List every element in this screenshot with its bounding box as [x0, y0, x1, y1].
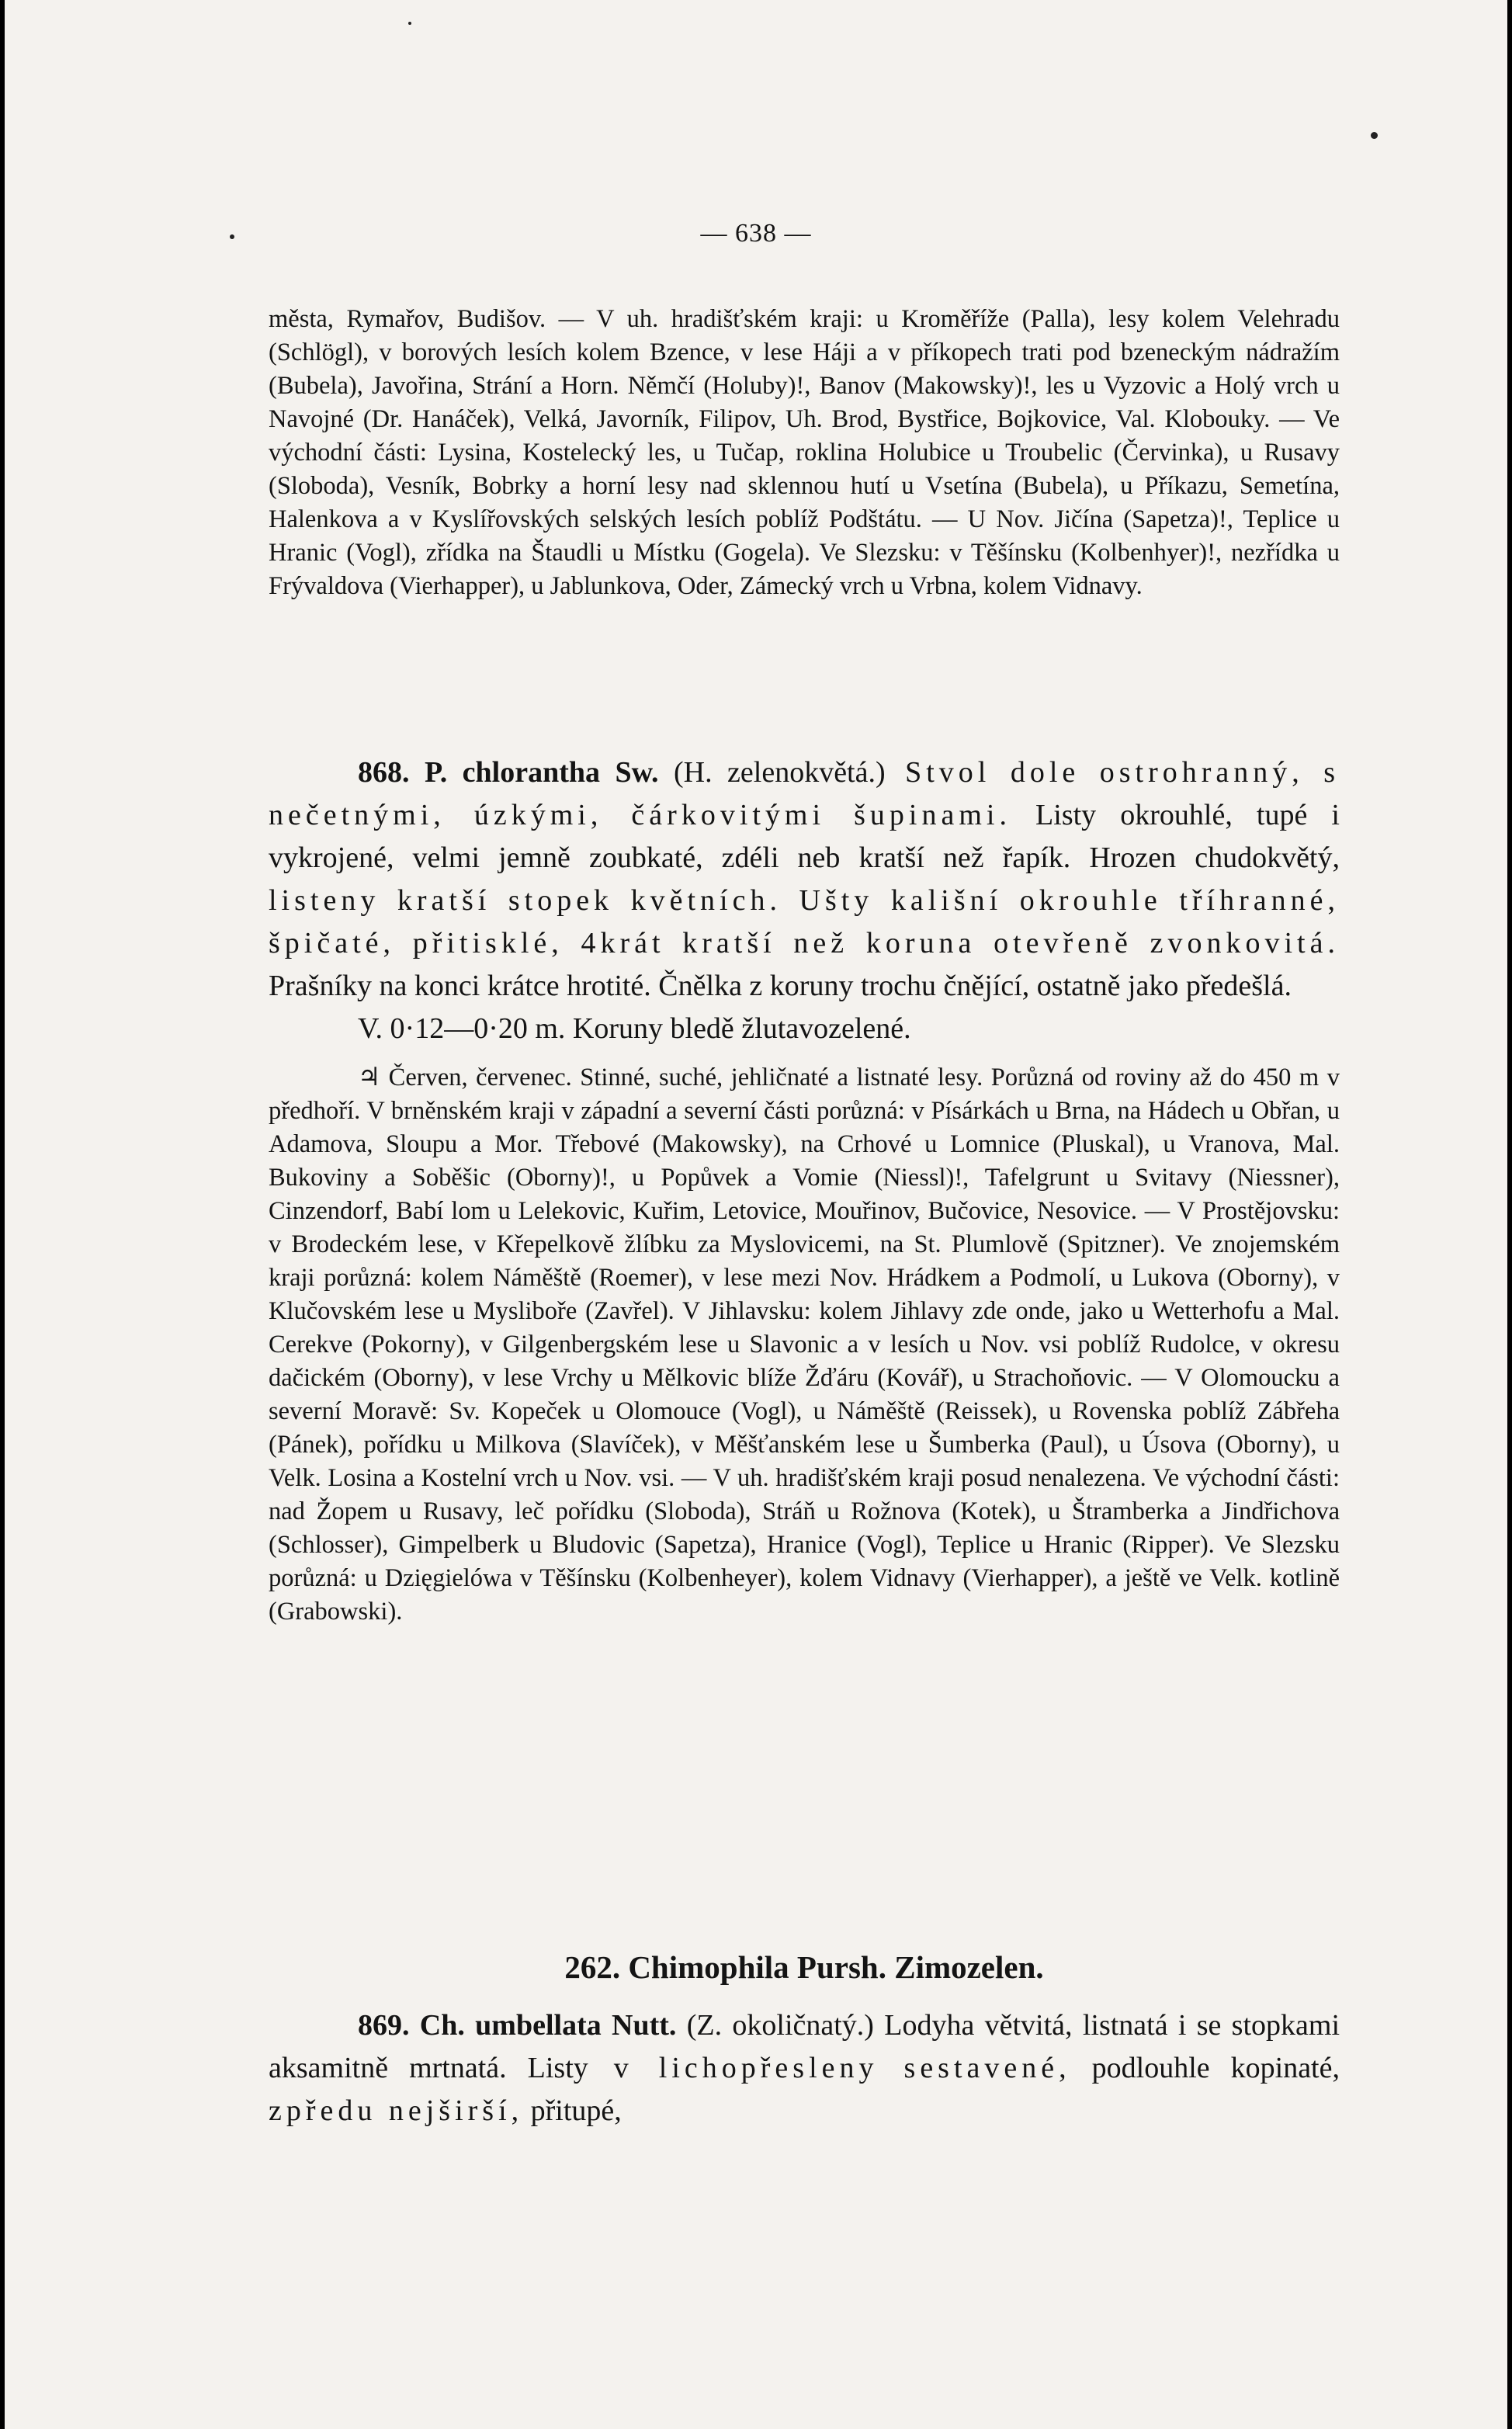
desc-part: Ušty kališní okrouhle tříhranné, špičaté, přitisklé, 4krát kratší než koruna otevřeně zvonkovitá.: [269, 884, 1340, 959]
desc-part: zpředu nejširší,: [269, 2094, 524, 2127]
desc-part: přitupé,: [523, 2094, 622, 2127]
species-868-size: V. 0·12—0·20 m. Koruny bledě žlutavozelené.: [358, 1012, 911, 1045]
species-number: 868.: [358, 756, 410, 789]
desc-part: v lichopřesleny sestavené,: [588, 2052, 1071, 2084]
page-number: — 638 —: [700, 219, 812, 248]
species-number: 869.: [358, 2009, 410, 2042]
desc-part: Prašníky na konci krátce hrotité. Čnělka z koruny trochu čnějící, ostatně jako předešlá.: [269, 970, 1292, 1002]
genus-heading: 262. Chimophila Pursh. Zimozelen.: [564, 1949, 1044, 1985]
species-868-entry: [269, 751, 1340, 1629]
species-name: P. chlorantha Sw.: [424, 756, 659, 789]
continuation-paragraph: města, Rymařov, Budišov. — V uh. hradišťském kraji: u Kroměříže (Palla), lesy kolem Velehradu (Schlögl), v borových lesích kolem Bzence, v lese Háji a v příkopech trati pod bzeneckým nádražím (Bubela), Javořina, Strání a Horn. Němčí (Holuby)!, Banov (Makowsky)!, les u Vyzovic a Holý vrch u Navojné (Dr. Hanáček), Velká, Javorník, Filipov, Uh. Brod, Bystřice, Bojkovice, Val. Klobouky. — Ve východní části: Lysina, Kostelecký les, u Tučap, roklina Holubice u Troubelic (Červinka), u Rusavy (Sloboda), Vesník, Bobrky a horní lesy nad sklennou hutí u Vsetína (Bubela), u Příkazu, Semetína, Halenkova a v Kyslířovských selských lesích poblíž Podštátu. — U Nov. Jičína (Sapetza)!, Teplice u Hranic (Vogl), zřídka na Štaudli u Místku (Gogela). Ve Slezsku: v Těšínsku (Kolbenhyer)!, nezřídka u Frývaldova (Vierhapper), u Jablunkova, Oder, Zámecký vrch u Vrbna, kolem Vidnavy.: [269, 305, 1340, 600]
species-868-description: [269, 751, 1340, 1008]
desc-part: Stvol dole ostrohranný, s nečetnými, úzkými, čárkovitými šupinami.: [269, 756, 1340, 831]
species-869-description: [269, 2004, 1340, 2132]
species-name: Ch. umbellata Nutt.: [419, 2009, 677, 2042]
common-name: (Z. okoličnatý.): [686, 2009, 874, 2042]
speck: [408, 22, 411, 25]
genus-262-heading-block: [269, 1948, 1340, 1986]
common-name: (H. zelenokvětá.): [673, 756, 886, 789]
desc-part: Lodyha větvitá, listnatá i se stopkami aksamitně mrtnatá. Listy: [269, 2009, 1340, 2084]
speck: [1371, 132, 1378, 139]
desc-part: listeny kratší stopek květních.: [269, 884, 782, 917]
species-868-distribution: ♃ Červen, červenec. Stinné, suché, jehličnaté a listnaté lesy. Porůzná od roviny až do 450 m v předhoří. V brněnském kraji v západní a severní části porůzná: v Písárkách u Brna, na Hádech u Obřan, u Adamova, Sloupu a Mor. Třebové (Makowsky), na Crhové u Lomnice (Pluskal), u Vranova, Mal. Bukoviny a Soběšic (Oborny)!, u Popůvek a Vomie (Niessl)!, Tafelgrunt u Svitavy (Niessner), Cinzendorf, Babí lom u Lelekovic, Kuřim, Letovice, Mouřinov, Bučovice, Nesovice. — V Prostějovsku: v Brodeckém lese, v Křepelkově žlíbku za Myslovicemi, na St. Plumlově (Spitzner). Ve znojemském kraji porůzná: kolem Náměště (Roemer), v lese mezi Nov. Hrádkem a Podmolí, u Lukova (Oborny), v Klučovském lese u Mysliboře (Zavřel). V Jihlavsku: kolem Jihlavy zde onde, jako u Wetterhofu a Mal. Cerekve (Pokorny), v Gilgenbergském lese u Slavonic a v lesích u Nov. vsi poblíž Rudolce, v okresu dačickém (Oborny), v lese Vrchy u Mělkovic blíže Žďáru (Kovář), u Strachoňovic. — V Olomoucku a severní Moravě: Sv. Kopeček u Olomouce (Vogl), u Náměště (Reissek), u Rovenska poblíž Zábřeha (Pánek), pořídku u Milkova (Slavíček), v Měšťanském lese u Šumberka (Paul), u Úsova (Oborny), u Velk. Losina a Kostelní vrch u Nov. vsi. — V uh. hradišťském kraji posud nenalezena. Ve východní části: nad Žopem u Rusavy, leč pořídku (Sloboda), Stráň u Rožnova (Kotek), u Štramberka a Jindřichova (Schlosser), Gimpelberk u Bludovic (Sapetza), Hranice (Vogl), Teplice u Hranic (Ripper). Ve Slezsku porůzná: u Dzięgielówa v Těšínsku (Kolbenheyer), kolem Vidnavy (Vierhapper), a ještě ve Velk. kotlině (Grabowski).: [269, 1064, 1340, 1626]
desc-part: Listy okrouhlé, tupé i vykrojené, velmi jemně zoubkaté, zdéli neb kratší než řapík. Hrozen chudokvětý,: [269, 799, 1340, 874]
book-page: [5, 0, 1507, 2429]
continuation-block: [269, 303, 1340, 603]
species-869-entry: [269, 2004, 1340, 2132]
desc-part: podlouhle kopinaté,: [1070, 2052, 1340, 2084]
